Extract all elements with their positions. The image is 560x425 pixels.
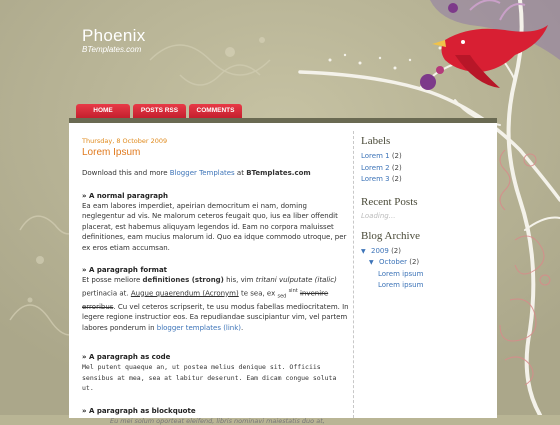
- section-heading-format: » A paragraph format: [82, 266, 168, 274]
- archive-year: [361, 246, 491, 258]
- tab-posts-rss[interactable]: POSTS RSS: [133, 104, 186, 118]
- format-italic: tritani vulputate (italic): [255, 276, 337, 284]
- sidebar: [361, 135, 491, 302]
- format-text-n: .: [241, 323, 244, 332]
- blockquote: Eu mei solum oporteat eleifend, libris nominavi maiestatis duo at,: [110, 416, 325, 425]
- format-strike-1: invenire: [299, 288, 329, 297]
- section-heading-normal: » A normal paragraph: [82, 191, 169, 200]
- column-divider: [353, 131, 354, 418]
- blog-archive-heading: Blog Archive: [361, 229, 420, 242]
- post-title[interactable]: Lorem Ipsum: [82, 147, 141, 158]
- tab-comments-rss[interactable]: COMMENTS: [189, 104, 242, 118]
- archive-year-link[interactable]: 2009: [371, 246, 389, 255]
- nav-tabs: [76, 104, 242, 118]
- code-paragraph: Mel putent quaeque an, ut postea melius denique sit. Officiis sensibus at mea, sea at labitur deserunt. Eam dicam congue soluta ut.: [82, 363, 337, 393]
- format-text-e: pertinacia at.: [82, 288, 131, 297]
- label-link[interactable]: Lorem 3: [361, 175, 390, 183]
- tab-home[interactable]: HOME: [76, 104, 130, 118]
- format-sup: sint: [288, 287, 298, 294]
- section-heading-blockquote: » A paragraph as blockquote: [82, 406, 196, 415]
- archive-month-link[interactable]: October: [379, 258, 408, 266]
- format-text-c: his, vim: [223, 276, 256, 284]
- format-strong: definitiones (strong): [142, 276, 224, 284]
- archive-post: [361, 280, 491, 292]
- content-panel: [69, 118, 497, 425]
- format-text-g: te sea, ex: [238, 288, 278, 297]
- format-paragraph: [82, 275, 350, 333]
- archive-post-link[interactable]: Lorem ipsum: [378, 281, 424, 289]
- archive-post: [361, 269, 491, 281]
- blogger-templates-link-2[interactable]: blogger templates (link): [156, 323, 242, 332]
- labels-list: [361, 151, 491, 186]
- expand-triangle-icon[interactable]: ▼: [369, 259, 374, 266]
- label-count: (2): [391, 163, 402, 172]
- label-count: (2): [391, 175, 402, 183]
- expand-triangle-icon[interactable]: ▼: [361, 247, 366, 255]
- label-link[interactable]: Lorem 2: [361, 163, 390, 172]
- recent-posts-loading: Loading...: [361, 211, 396, 220]
- post-date: Thursday, 8 October 2009: [82, 137, 168, 145]
- format-acronym: Augue quaerendum (Acronym): [130, 288, 239, 297]
- format-strike-2: erroribus: [82, 302, 114, 311]
- label-item: [361, 163, 491, 175]
- label-link[interactable]: Lorem 1: [361, 152, 390, 160]
- label-count: (2): [391, 152, 402, 160]
- site-description: BTemplates.com: [82, 45, 142, 54]
- labels-heading: Labels: [361, 135, 391, 147]
- archive-list: [361, 246, 491, 292]
- main-column: [82, 137, 350, 425]
- format-text-a: Et posse meliore: [82, 276, 143, 284]
- normal-paragraph: Ea eam labores imperdiet, apeirian democritum ei nam, doming neglegentur ad vis. Ne malorum ceteros feugait quo, ius ea liber offendit placerat, est habemus aliquyam legendos id. Eam no corpora maluisset definitiones, eam mucius malorum id. Quo ea idque commodo utroque, per ex eros etiam accumsan.: [82, 201, 347, 252]
- intro-text-at: at: [234, 169, 247, 177]
- site-title[interactable]: Phoenix: [82, 26, 146, 45]
- blogger-templates-link[interactable]: Blogger Templates: [169, 169, 235, 177]
- label-item: [361, 151, 491, 163]
- post-intro: [82, 168, 350, 179]
- archive-post-link[interactable]: Lorem ipsum: [378, 269, 424, 278]
- label-item: [361, 174, 491, 186]
- recent-posts-heading: Recent Posts: [361, 195, 418, 208]
- format-sub: sed: [277, 293, 287, 300]
- intro-text: Download this and more: [82, 169, 170, 177]
- btemplates-bold: BTemplates.com: [246, 169, 311, 177]
- archive-year-count: (2): [391, 246, 401, 255]
- archive-month: [361, 257, 491, 269]
- section-heading-code: » A paragraph as code: [82, 353, 171, 362]
- archive-month-count: (2): [409, 258, 420, 266]
- format-text-l: . Cu vel ceteros scripserit, te usu modus fabellas mediocritatem. In legere regione instructior eos. Ea repudiandae suscipiantur vim, vel partem labores ponderum in: [82, 302, 349, 332]
